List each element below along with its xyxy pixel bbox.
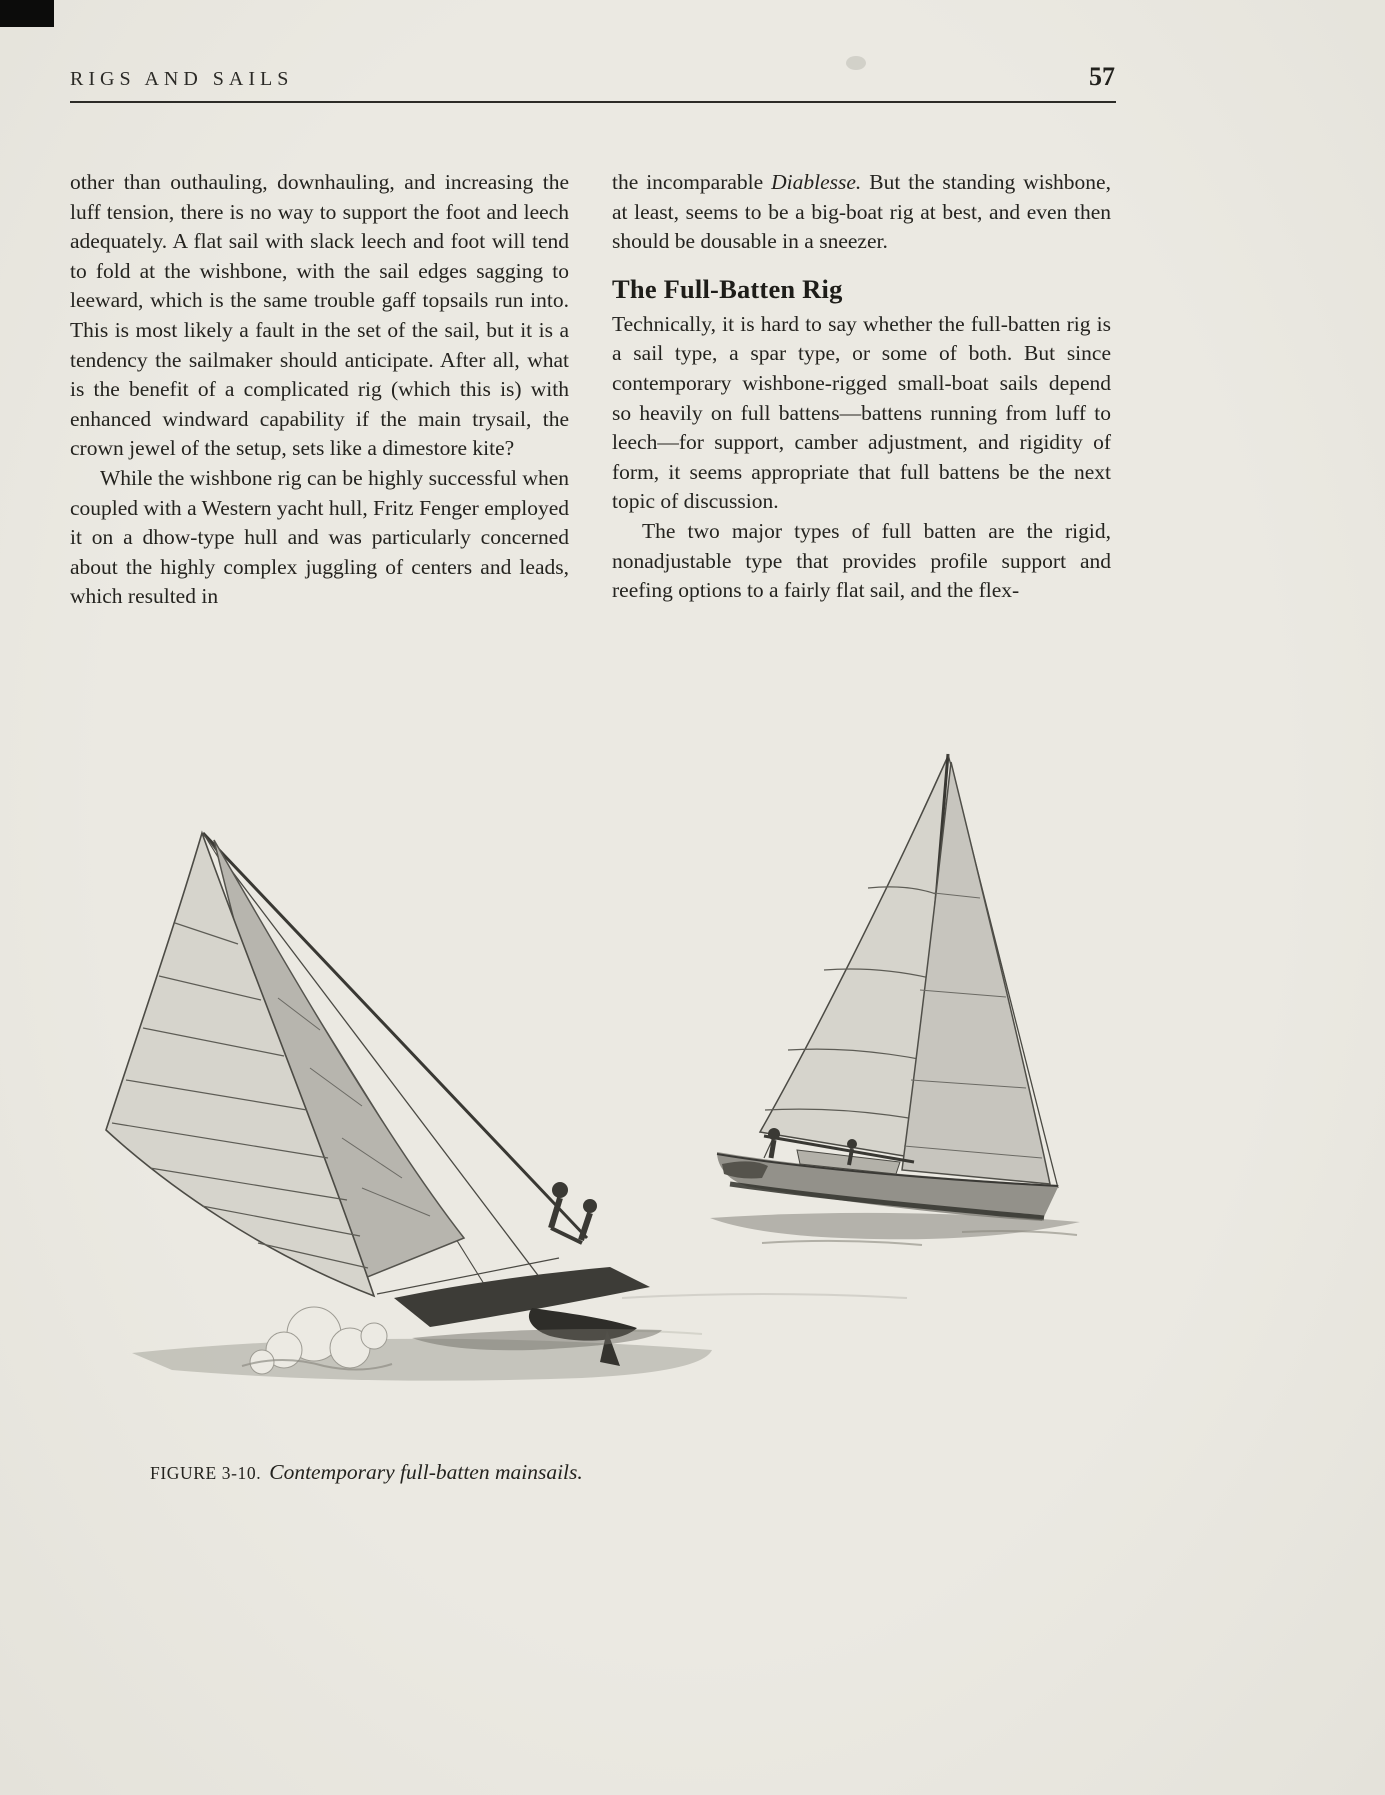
left-boat bbox=[106, 833, 712, 1381]
scan-artifact bbox=[0, 0, 54, 27]
right-column bbox=[612, 168, 1111, 606]
figure-caption-text: Contemporary full-batten mainsails. bbox=[269, 1460, 583, 1484]
paragraph-text: While the wishbone rig can be highly successful when coupled with a Western yacht hull, Fritz Fenger employed it on a dhow-type hull and was particularly concerned about the highly complex juggling of centers and leads, which resulted in bbox=[70, 465, 569, 609]
paragraph bbox=[612, 517, 1111, 606]
paragraph-text: Technically, it is hard to say whether the full-batten rig is a sail type, a spar type, or some of both. But since contemporary wishbone-rigged small-boat sails depend so heavily on full battens—battens running from luff to leech—for support, camber adjustment, and rigidity of form, it seems appropriate that full battens be the next topic of discussion. bbox=[612, 311, 1111, 514]
figure-caption-label: FIGURE 3-10. bbox=[150, 1463, 262, 1483]
scan-smudge bbox=[846, 56, 866, 70]
figure-caption bbox=[150, 1460, 583, 1485]
left-column bbox=[70, 168, 569, 612]
paragraph bbox=[70, 464, 569, 612]
page-number: 57 bbox=[1089, 62, 1115, 91]
paragraph bbox=[612, 310, 1111, 517]
paragraph-text: other than outhauling, downhauling, and increasing the luff tension, there is no way to support the foot and leech adequately. A flat sail with slack leech and foot will tend to fold at the wishbone, with the sail edges sagging to leeward, which is the same trouble gaff topsails run into. This is most likely a fault in the set of the sail, but it is a tendency the sailmaker should anticipate. After all, what is the benefit of a complicated rig (which this is) with enhanced windward capability if the main trysail, the crown jewel of the setup, sets like a dimestore kite? bbox=[70, 170, 569, 461]
paragraph-text: The two major types of full batten are the rigid, nonadjustable type that provides profile support and reefing options to a fairly flat sail, and the flex- bbox=[612, 518, 1111, 603]
header-rule bbox=[70, 101, 1116, 103]
paragraph bbox=[70, 168, 569, 464]
running-head: RIGS AND SAILS bbox=[70, 68, 294, 90]
right-boat bbox=[710, 754, 1080, 1245]
boat-name-italic: Diablesse. bbox=[771, 170, 862, 194]
paragraph-text: But the standing wishbone, at least, seems to be a big-boat rig at best, and even then should be dousable in a sneezer. bbox=[612, 170, 1111, 254]
paragraph-text: the incomparable bbox=[612, 170, 772, 194]
section-heading: The Full-Batten Rig bbox=[612, 273, 843, 304]
figure-illustration bbox=[62, 738, 1328, 1450]
paragraph bbox=[612, 168, 1111, 257]
sailboats-drawing bbox=[62, 738, 1328, 1450]
